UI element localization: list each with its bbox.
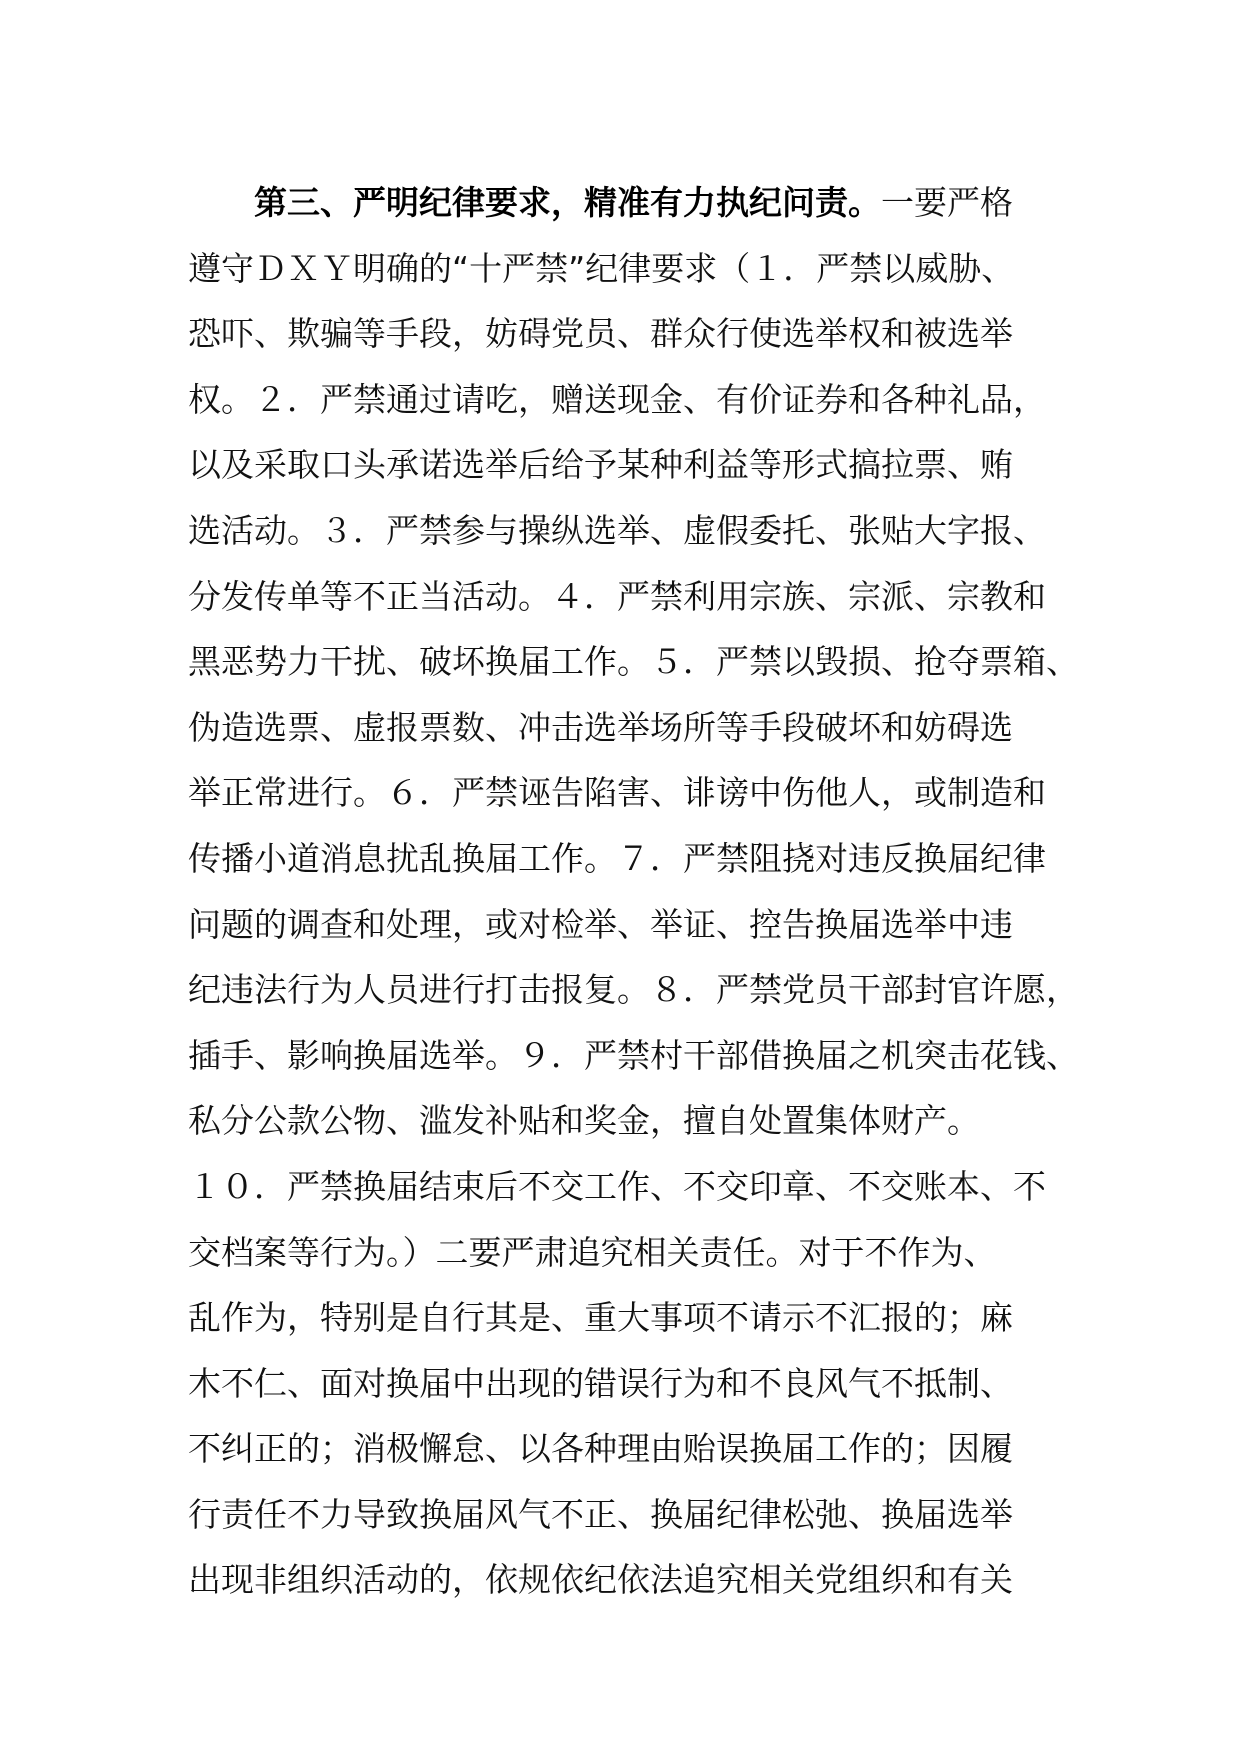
paragraph-line: 行责任不力导致换届风气不正、换届纪律松弛、换届选举 bbox=[188, 1494, 1013, 1534]
paragraph-line: 举正常进行。６．严禁诬告陷害、诽谤中伤他人，或制造和 bbox=[188, 773, 1046, 813]
paragraph-line: 伪造选票、虚报票数、冲击选举场所等手段破坏和妨碍选 bbox=[188, 707, 1013, 747]
paragraph-line: 传播小道消息扰乱换届工作。７．严禁阻挠对违反换届纪律 bbox=[188, 838, 1046, 878]
paragraph-line: 乱作为，特别是自行其是、重大事项不请示不汇报的；麻 bbox=[188, 1298, 1013, 1338]
paragraph-line: 恐吓、欺骗等手段，妨碍党员、群众行使选举权和被选举 bbox=[188, 314, 1013, 354]
paragraph-line: 纪违法行为人员进行打击报复。８．严禁党员干部封官许愿， bbox=[188, 970, 1079, 1010]
paragraph-line: 插手、影响换届选举。９．严禁村干部借换届之机突击花钱、 bbox=[188, 1035, 1079, 1075]
paragraph-line: 分发传单等不正当活动。４．严禁利用宗族、宗派、宗教和 bbox=[188, 576, 1046, 616]
paragraph-line: 木不仁、面对换届中出现的错误行为和不良风气不抵制、 bbox=[188, 1363, 1013, 1403]
paragraph-line: １０．严禁换届结束后不交工作、不交印章、不交账本、不 bbox=[188, 1166, 1046, 1206]
body-paragraph bbox=[188, 170, 1088, 1613]
paragraph-line: 不纠正的；消极懈怠、以各种理由贻误换届工作的；因履 bbox=[188, 1429, 1013, 1469]
paragraph-line: 私分公款公物、滥发补贴和奖金，擅自处置集体财产。 bbox=[188, 1101, 980, 1141]
paragraph-line: 遵守ＤＸＹ明确的“十严禁”纪律要求（１．严禁以威胁、 bbox=[188, 248, 1015, 288]
paragraph-line: 以及采取口头承诺选举后给予某种利益等形式搞拉票、贿 bbox=[188, 445, 1013, 485]
paragraph-line: 问题的调查和处理，或对检举、举证、控告换届选举中违 bbox=[188, 904, 1013, 944]
paragraph-line: 黑恶势力干扰、破坏换届工作。５．严禁以毁损、抢夺票箱、 bbox=[188, 642, 1079, 682]
paragraph-first-line bbox=[188, 170, 1088, 236]
section-heading-run: 第三、严明纪律要求，精准有力执纪问责。 bbox=[254, 183, 881, 222]
paragraph-line: 权。２．严禁通过请吃，赠送现金、有价证券和各种礼品， bbox=[188, 379, 1046, 419]
paragraph-line: 交档案等行为。）二要严肃追究相关责任。对于不作为、 bbox=[188, 1232, 997, 1272]
paragraph-line: 出现非组织活动的，依规依纪依法追究相关党组织和有关 bbox=[188, 1560, 1013, 1600]
paragraph-line: 选活动。３．严禁参与操纵选举、虚假委托、张贴大字报、 bbox=[188, 510, 1046, 550]
paragraph-text-run: 一要严格 bbox=[881, 183, 1013, 222]
